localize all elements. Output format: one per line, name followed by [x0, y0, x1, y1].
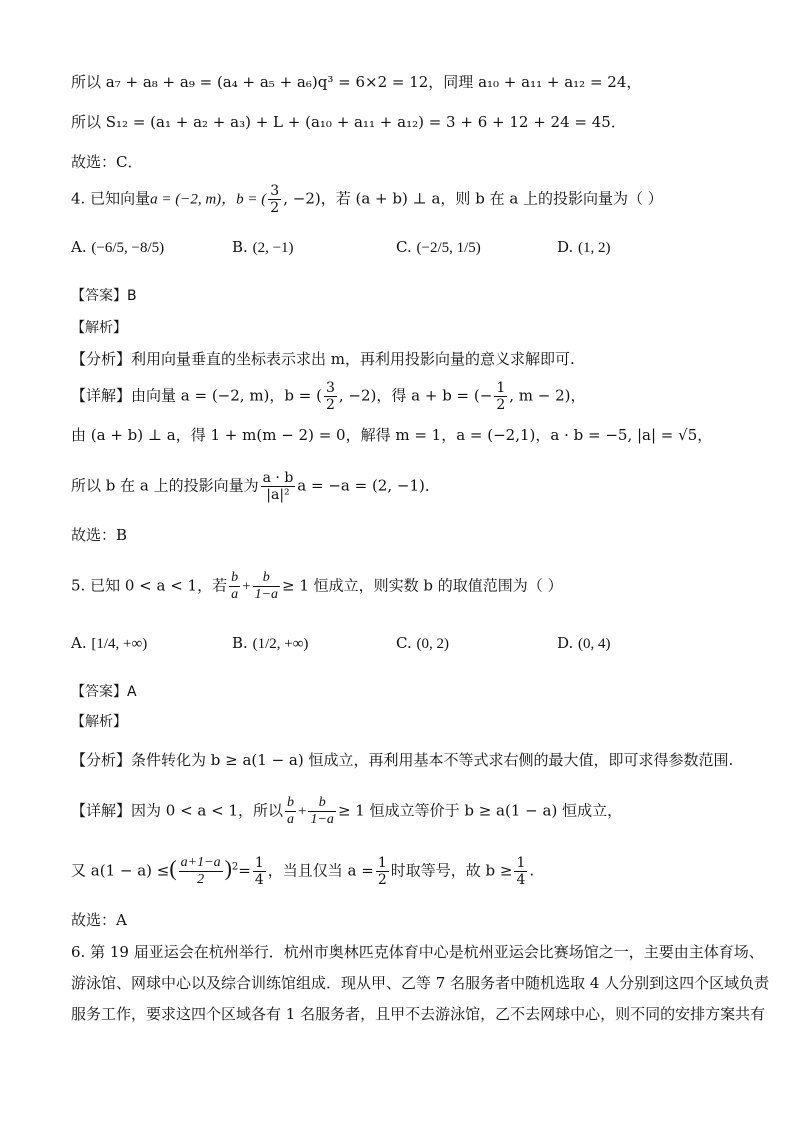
q5-line2-part-d: 时取等号，故 b ≥	[390, 861, 513, 880]
q5-option-d-value: (0, 4)	[578, 636, 611, 652]
q5-option-c-value: (0, 2)	[416, 636, 449, 652]
q5-line2-fraction-1: $\frac{a+1-a}{2}$	[180, 855, 221, 887]
q6-line-1: 6. 第 19 届亚运会在杭州举行．杭州市奥林匹克体育中心是杭州亚运会比赛场馆之一，主要由主体育场、	[71, 943, 764, 961]
q5-final: 故选：A	[71, 911, 127, 929]
q4-option-b-value: (2, −1)	[252, 240, 294, 256]
q5-xj-fraction-2: $\frac{b}{1-a}$	[310, 795, 334, 827]
q5-analysis-heading: 【解析】	[71, 714, 127, 730]
q5-xiangjie-line-2: 又 a(1 − a) ≤( $\frac{a+1-a}{2}$ )$^2$= $\frac{1}{4}$ ，当且仅当 a = $\frac{1}{2}$ 时取等号，故 b ≥ $\frac{1}{4}$ .	[71, 855, 535, 888]
q5-stem-fraction-1: $\frac{b}{a}$	[231, 570, 239, 602]
question-4-stem	[71, 183, 663, 216]
q5-xj-fraction-1: $\frac{b}{a}$	[287, 795, 295, 827]
q4-line3-num: a · b	[262, 470, 294, 486]
q5-option-c-label: C.	[396, 634, 412, 652]
q4-line3-part-a: 所以 b 在 a 上的投影向量为	[71, 476, 259, 495]
q4-answer: 【答案】B	[71, 288, 137, 304]
q4-option-a	[71, 238, 164, 257]
q4-option-b-label: B.	[232, 238, 248, 256]
q4-option-d	[557, 238, 611, 257]
q5-xiangjie-line-1: 【详解】因为 0 < a < 1，所以 $\frac{b}{a}$ + $\frac{b}{1-a}$ ≥ 1 恒成立等价于 b ≥ a(1 − a) 恒成立，	[71, 795, 623, 827]
q4-option-d-value: (1, 2)	[578, 240, 611, 256]
q4-frac-num: 3	[270, 183, 280, 199]
q4-stem-part-b: a = (−2, m)，	[150, 191, 237, 208]
q4-option-b	[232, 238, 294, 257]
q5-line2-part-b: =	[238, 861, 251, 880]
text-line-1: 所以 a₇ + a₈ + a₉ = (a₄ + a₅ + a₆)q³ = 6×2 = 12，同理 a₁₀ + a₁₁ + a₁₂ = 24，	[71, 73, 642, 91]
q5-stem-part-a: 5. 已知 0 < a < 1，若	[71, 576, 228, 595]
q5-option-a-value: [1/4, +∞)	[91, 636, 148, 652]
q4-xiangjie-part-a: 【详解】由向量 a = (−2, m)，b = (	[71, 386, 322, 405]
q4-option-a-label: A.	[71, 238, 87, 256]
q4-option-c	[396, 238, 481, 257]
q4-xj-frac1-num: 3	[325, 380, 335, 396]
q5-option-c	[396, 634, 449, 653]
q4-xj-frac2-num: 1	[496, 380, 506, 396]
q5-xiangjie-part-a: 【详解】因为 0 < a < 1，所以	[71, 801, 284, 820]
q5-xiangjie-part-b: ≥ 1 恒成立等价于 b ≥ a(1 − a) 恒成立，	[337, 801, 623, 820]
q4-stem-fraction	[268, 183, 281, 216]
q5-stem-part-b: ≥ 1 恒成立，则实数 b 的取值范围为（ ）	[282, 576, 563, 595]
q4-stem-part-d: , −2)，若 (a + b) ⊥ a，则 b 在 a 上的投影向量为（ ）	[283, 189, 663, 208]
q5-answer: 【答案】A	[71, 684, 137, 700]
q4-option-c-value: (−2/5, 1/5)	[416, 240, 481, 256]
q5-line2-part-c: ，当且仅当 a =	[267, 861, 374, 880]
q4-xiangjie-fraction-1	[324, 380, 337, 413]
q4-stem-part-a: 4. 已知向量	[71, 189, 151, 208]
q4-xiangjie-part-c: , m − 2)，	[509, 386, 586, 405]
q5-option-a	[71, 634, 147, 653]
text-line-3: 故选：C．	[71, 153, 143, 171]
q5-option-b-value: (1/2, +∞)	[252, 636, 309, 652]
q5-option-a-label: A.	[71, 634, 87, 652]
q4-xj-frac2-den: 2	[496, 397, 506, 413]
q5-option-b-label: B.	[232, 634, 248, 652]
q6-line-2: 游泳馆、网球中心以及综合训练馆组成．现从甲、乙等 7 名服务者中随机选取 4 人分别到这四个区域负责	[71, 974, 770, 992]
q4-xiangjie-line-2: 由 (a + b) ⊥ a，得 1 + m(m − 2) = 0，解得 m = 1，a = (−2,1)，a · b = −5, |a| = √5，	[71, 426, 713, 444]
q4-line3-den: |a|²	[266, 487, 290, 503]
q5-option-d-label: D.	[557, 634, 574, 652]
q5-line2-fraction-4: $\frac{1}{4}$	[516, 855, 526, 888]
q5-option-b	[232, 634, 308, 653]
q5-fenxi: 【分析】条件转化为 b ≥ a(1 − a) 恒成立，再利用基本不等式求右侧的最大值，即可求得参数范围.	[71, 751, 734, 769]
q4-xj-frac1-den: 2	[325, 397, 335, 413]
q5-option-d	[557, 634, 611, 653]
q5-line2-part-a: 又 a(1 − a) ≤	[71, 861, 170, 880]
q5-line2-fraction-3: $\frac{1}{2}$	[377, 855, 387, 888]
q4-option-d-label: D.	[557, 238, 574, 256]
question-5-stem: 5. 已知 0 < a < 1，若 $\frac{b}{a}$ + $\frac{b}{1-a}$ ≥ 1 恒成立，则实数 b 的取值范围为（ ）	[71, 570, 563, 602]
q4-fenxi: 【分析】利用向量垂直的坐标表示求出 m，再利用投影向量的意义求解即可.	[71, 350, 575, 368]
q4-xiangjie-fraction-2	[494, 380, 507, 413]
q4-frac-den: 2	[270, 200, 280, 216]
q6-line-3: 服务工作，要求这四个区域各有 1 名服务者，且甲不去游泳馆，乙不去网球中心，则不同的安排方案共有	[71, 1005, 766, 1023]
q4-option-c-label: C.	[396, 238, 412, 256]
q5-line2-fraction-2: $\frac{1}{4}$	[254, 855, 264, 888]
q4-stem-part-c: b = (	[236, 191, 267, 208]
q4-final: 故选：B	[71, 526, 128, 544]
q4-option-a-value: (−6/5, −8/5)	[91, 240, 165, 256]
text-line-2: 所以 S₁₂ = (a₁ + a₂ + a₃) + L + (a₁₀ + a₁₁ + a₁₂) = 3 + 6 + 12 + 24 = 45．	[71, 113, 626, 131]
q4-line3-part-b: a = −a = (2, −1)．	[297, 476, 440, 495]
q4-xiangjie-line-3	[71, 470, 440, 503]
q5-line2-part-e: .	[529, 861, 535, 880]
q4-line3-fraction	[261, 470, 296, 503]
q4-analysis-heading: 【解析】	[71, 320, 127, 336]
q4-xiangjie-line-1	[71, 380, 586, 413]
q5-stem-fraction-2: $\frac{b}{1-a}$	[254, 570, 279, 602]
q4-xiangjie-part-b: , −2)，得 a + b = (−	[338, 386, 493, 405]
